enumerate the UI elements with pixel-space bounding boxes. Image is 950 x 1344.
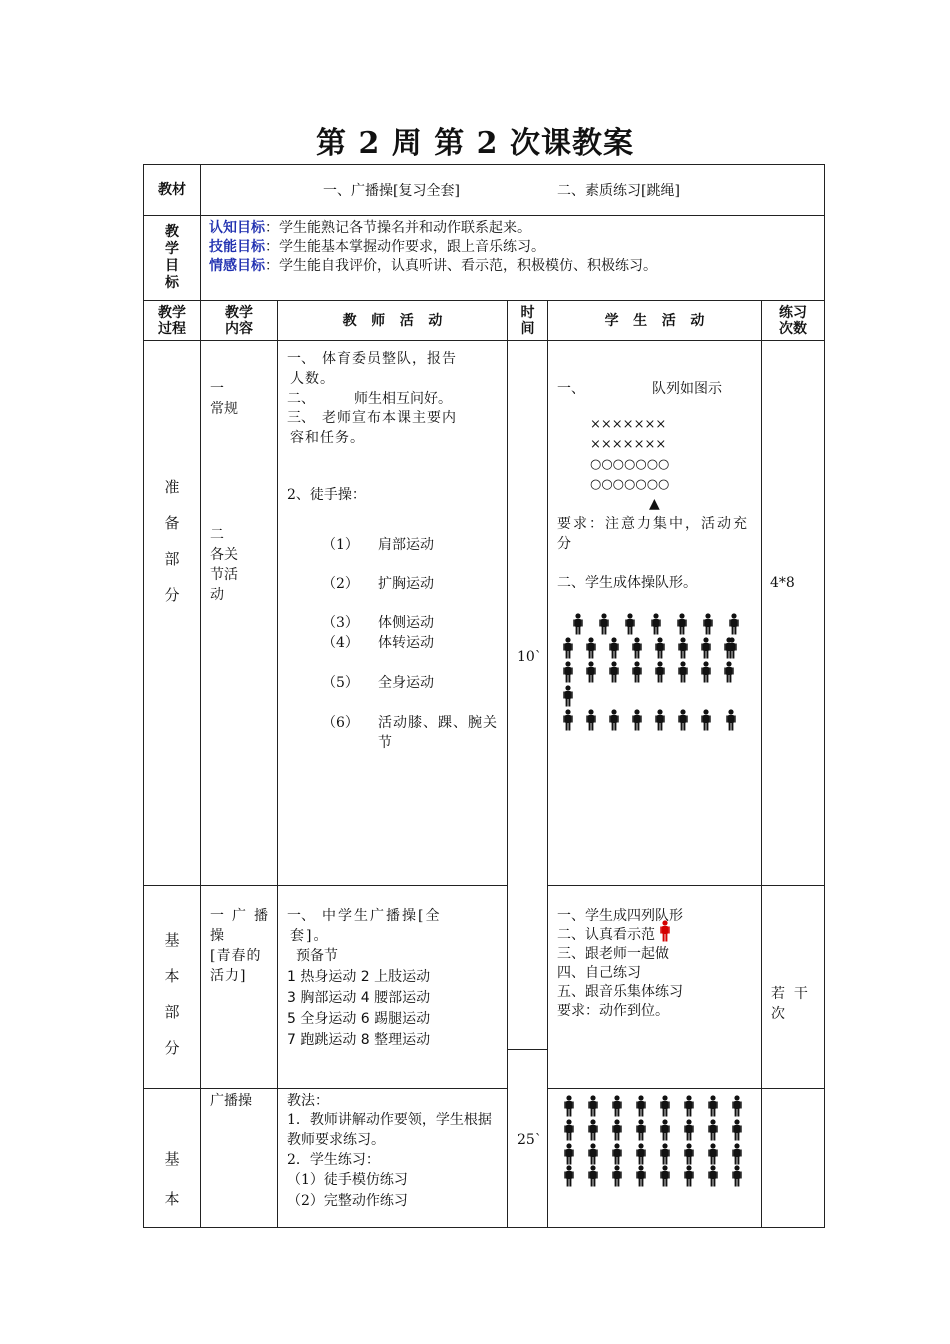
prep-teacher-num: 三、 <box>287 410 315 426</box>
student-figure-icon <box>655 709 665 731</box>
student-figure-icon <box>586 709 596 731</box>
student-figure-icon <box>586 661 596 683</box>
basic-section-char: 分 <box>164 1039 180 1057</box>
prep-student-cell <box>547 340 762 886</box>
prep-sub-num: （1） <box>322 537 359 553</box>
basic2-teacher-line: 2．学生练习： <box>287 1152 380 1168</box>
prep-sub-item: 扩胸运动 <box>378 576 434 592</box>
student-figure-icon <box>588 1095 598 1117</box>
student-figure-icon <box>564 1095 574 1117</box>
basic-exercise: 3 胸部运动 4 腰部运动 <box>287 990 431 1006</box>
student-figure-icon <box>701 709 711 731</box>
student-figure-icon <box>588 1119 598 1141</box>
student-figure-icon <box>632 661 642 683</box>
student-figure-icon <box>563 709 573 731</box>
student-figure-icon <box>724 661 734 683</box>
student-figure-icon <box>726 709 736 731</box>
goal-text: ：学生能熟记各节操名并和动作联系起来。 <box>265 220 531 236</box>
prep-requirement: 要求：注意力集中，活动充分 <box>557 516 749 552</box>
goals-label-char: 教 <box>165 224 179 240</box>
formation-row: ○○○○○○○ <box>590 457 670 472</box>
student-figure-icon <box>636 1165 646 1187</box>
student-figure-icon <box>660 1165 670 1187</box>
student-figure-icon <box>677 613 687 635</box>
student-figure-icon <box>684 1095 694 1117</box>
basic-exercise: 7 跑跳运动 8 整理运动 <box>287 1032 431 1048</box>
formation-row: ××××××× <box>590 437 667 452</box>
student-figure-icon <box>655 637 665 659</box>
student-figure-icon <box>564 1165 574 1187</box>
prep-content-num: 二 <box>210 527 224 543</box>
student-figure-icon <box>609 709 619 731</box>
prep-content-joints: 各关节活动 <box>210 547 238 603</box>
basic-student-line: 五、跟音乐集体练习 <box>557 984 683 1000</box>
student-figure-icon <box>636 1143 646 1165</box>
goal-tag: 情感目标 <box>209 258 265 274</box>
student-figure-icon <box>701 661 711 683</box>
basic2-content-cell <box>200 1088 278 1228</box>
prep-section-cell <box>143 340 201 886</box>
prep-teacher-num: 一、 <box>287 351 315 367</box>
prep-content-cell <box>200 340 278 886</box>
goals-cell <box>200 215 825 301</box>
student-figure-icon <box>636 1095 646 1117</box>
prep-section-char: 备 <box>164 514 180 532</box>
basic2-teacher-line: 1．教师讲解动作要领，学生根据教师要求练习。 <box>287 1112 492 1148</box>
student-figure-icon <box>564 1119 574 1141</box>
goal-tag: 认知目标 <box>209 220 265 236</box>
basic-section-char: 基 <box>164 931 180 949</box>
basic-section-char: 部 <box>164 1003 180 1021</box>
student-figure-icon <box>732 1165 742 1187</box>
material-item-2: 二、素质练习[跳绳] <box>557 183 680 199</box>
student-figure-icon <box>609 637 619 659</box>
basic-student-line: 二、认真看示范 <box>557 927 655 943</box>
material-label-cell <box>143 164 201 216</box>
student-figure-icon <box>684 1119 694 1141</box>
basic-section-cell <box>143 885 201 1089</box>
prep-student-title: 队列如图示 <box>652 381 722 397</box>
student-figure-icon <box>655 661 665 683</box>
prep-student-num: 一、 <box>557 381 585 397</box>
basic2-teacher-line: （1）徒手模仿练习 <box>287 1172 408 1188</box>
basic-teacher-num: 一、 <box>287 908 315 924</box>
header-time: 时间 <box>507 300 548 341</box>
student-figure-icon <box>636 1119 646 1141</box>
goal-cognitive <box>209 218 531 238</box>
student-figure-icon <box>727 637 737 659</box>
student-figure-icon <box>625 613 635 635</box>
student-figure-icon <box>573 613 583 635</box>
goal-text: ：学生能自我评价，认真听讲、看示范，积极模仿、积极练习。 <box>265 258 657 274</box>
basic-teacher-cell <box>277 885 508 1089</box>
student-figure-icon <box>708 1143 718 1165</box>
student-figure-icon <box>612 1165 622 1187</box>
gym-formation <box>548 341 763 887</box>
basic-student-cell <box>547 885 762 1089</box>
student-figure-icon <box>563 661 573 683</box>
basic-student-line: 四、自己练习 <box>557 965 641 981</box>
prep-sub-item: 活动膝、踝、腕关节 <box>378 715 498 751</box>
basic2-content: 广播操 <box>210 1093 252 1109</box>
prep-sub-num: （3） <box>322 615 359 631</box>
basic2-reps-cell <box>761 1088 825 1228</box>
basic2-section-char: 本 <box>164 1190 180 1208</box>
goals-label-char: 标 <box>165 275 179 291</box>
student-figure-icon <box>660 1143 670 1165</box>
lesson-plan-table <box>143 164 825 1228</box>
prep-teacher-sub-title: 2、徒手操： <box>287 487 366 503</box>
prep-time-cell <box>507 340 548 1050</box>
student-figure-icon <box>660 1119 670 1141</box>
basic-student-line: 一、学生成四列队形 <box>557 908 683 924</box>
prep-student-2: 二、学生成体操队形。 <box>557 575 697 591</box>
student-figure-icon <box>678 661 688 683</box>
goals-label-cell <box>143 215 201 301</box>
basic2-section-char: 基 <box>164 1150 180 1168</box>
basic-teacher-line1: 中学生广播操[全套]。 <box>290 908 442 944</box>
student-figure-icon <box>678 637 688 659</box>
prep-sub-item: 全身运动 <box>378 675 434 691</box>
prep-teacher-num: 二、 <box>287 391 315 407</box>
student-figure-icon <box>612 1143 622 1165</box>
prep-sub-num: （2） <box>322 576 359 592</box>
student-figure-icon <box>701 637 711 659</box>
prep-sub-num: （6） <box>322 715 359 731</box>
student-figure-icon <box>632 709 642 731</box>
student-figure-icon <box>586 637 596 659</box>
basic2-teacher-line: （2）完整动作练习 <box>287 1193 408 1209</box>
basic-reps-cell <box>761 885 825 1089</box>
basic2-teacher-line: 教法： <box>287 1093 329 1109</box>
goal-tag: 技能目标 <box>209 239 265 255</box>
header-student: 学 生 活 动 <box>547 300 762 341</box>
basic-exercise: 5 全身运动 6 踢腿运动 <box>287 1011 431 1027</box>
student-figure-icon <box>564 1143 574 1165</box>
student-figure-icon <box>708 1165 718 1187</box>
goal-text: ：学生能基本掌握动作要求，跟上音乐练习。 <box>265 239 545 255</box>
prep-sub-item: 体转运动 <box>378 635 434 651</box>
student-figure-icon <box>660 1095 670 1117</box>
student-figure-icon <box>708 1119 718 1141</box>
student-figure-icon <box>684 1165 694 1187</box>
prep-time: 10` <box>517 649 542 665</box>
basic-section-char: 本 <box>164 967 180 985</box>
header-process: 教学过程 <box>143 300 201 341</box>
prep-content-num: 一 <box>210 381 224 397</box>
student-figure-icon <box>732 1119 742 1141</box>
basic2-section-cell <box>143 1088 201 1228</box>
header-teacher: 教 师 活 动 <box>277 300 508 341</box>
student-figure-icon <box>632 637 642 659</box>
prep-sub-item: 肩部运动 <box>378 537 434 553</box>
student-figure-icon <box>609 661 619 683</box>
basic-exercise: 1 热身运动 2 上肢运动 <box>287 969 431 985</box>
student-figure-icon <box>612 1119 622 1141</box>
basic-content-sub: [青春的活力] <box>210 948 262 984</box>
prep-teacher-cell <box>277 340 508 886</box>
goals-label-char: 学 <box>165 241 179 257</box>
student-figure-icon <box>678 709 688 731</box>
prep-sub-item: 体侧运动 <box>378 615 434 631</box>
basic2-time: 25` <box>517 1132 542 1148</box>
basic-student-line: 三、跟老师一起做 <box>557 946 669 962</box>
basic-content-cell <box>200 885 278 1089</box>
material-cell <box>200 164 825 216</box>
student-figure-icon <box>729 613 739 635</box>
prep-content-routine: 常规 <box>210 401 238 417</box>
prep-teacher-item: 老师宣布本课主要内容和任务。 <box>290 410 457 446</box>
student-figure-icon <box>651 613 661 635</box>
student-figure-icon <box>588 1165 598 1187</box>
header-reps: 练习次数 <box>761 300 825 341</box>
material-item-1: 一、广播操[复习全套] <box>323 183 460 199</box>
student-figure-icon <box>588 1143 598 1165</box>
student-figure-icon <box>732 1143 742 1165</box>
student-figure-icon <box>612 1095 622 1117</box>
prep-reps-cell <box>761 340 825 886</box>
prep-section-char: 部 <box>164 550 180 568</box>
student-figure-icon <box>563 685 573 707</box>
header-content: 教学内容 <box>200 300 278 341</box>
prep-teacher-item: 师生相互问好。 <box>354 391 452 407</box>
student-figure-icon <box>599 613 609 635</box>
basic2-time-cell <box>507 1049 548 1228</box>
basic2-formation <box>548 1089 763 1229</box>
prep-reps: 4*8 <box>770 575 795 591</box>
basic2-student-cell <box>547 1088 762 1228</box>
prep-sub-num: （5） <box>322 675 359 691</box>
basic2-teacher-cell <box>277 1088 508 1228</box>
goal-skill <box>209 237 545 257</box>
basic-teacher-line2: 预备节 <box>296 948 338 964</box>
page-title: 第 2 周 第 2 次课教案 <box>316 126 634 161</box>
student-figure-icon <box>703 613 713 635</box>
student-figure-icon <box>732 1095 742 1117</box>
basic-reps: 若 干次 <box>771 986 808 1022</box>
student-figure-icon <box>563 637 573 659</box>
basic-student-line: 要求：动作到位。 <box>557 1003 669 1019</box>
prep-section-char: 准 <box>164 478 180 496</box>
prep-teacher-item: 体育委员整队，报告人数。 <box>290 351 457 387</box>
formation-row: ○○○○○○○ <box>590 477 670 492</box>
teacher-marker-icon: ▲ <box>649 496 660 512</box>
prep-sub-num: （4） <box>322 635 359 651</box>
student-figure-icon <box>708 1095 718 1117</box>
student-figure-icon <box>684 1143 694 1165</box>
formation-row: ××××××× <box>590 417 667 432</box>
prep-section-char: 分 <box>164 586 180 604</box>
goals-label-char: 目 <box>165 258 179 274</box>
basic-content: 一广播操 <box>210 908 272 944</box>
goal-emotional <box>209 256 657 276</box>
material-label: 教材 <box>158 182 186 198</box>
